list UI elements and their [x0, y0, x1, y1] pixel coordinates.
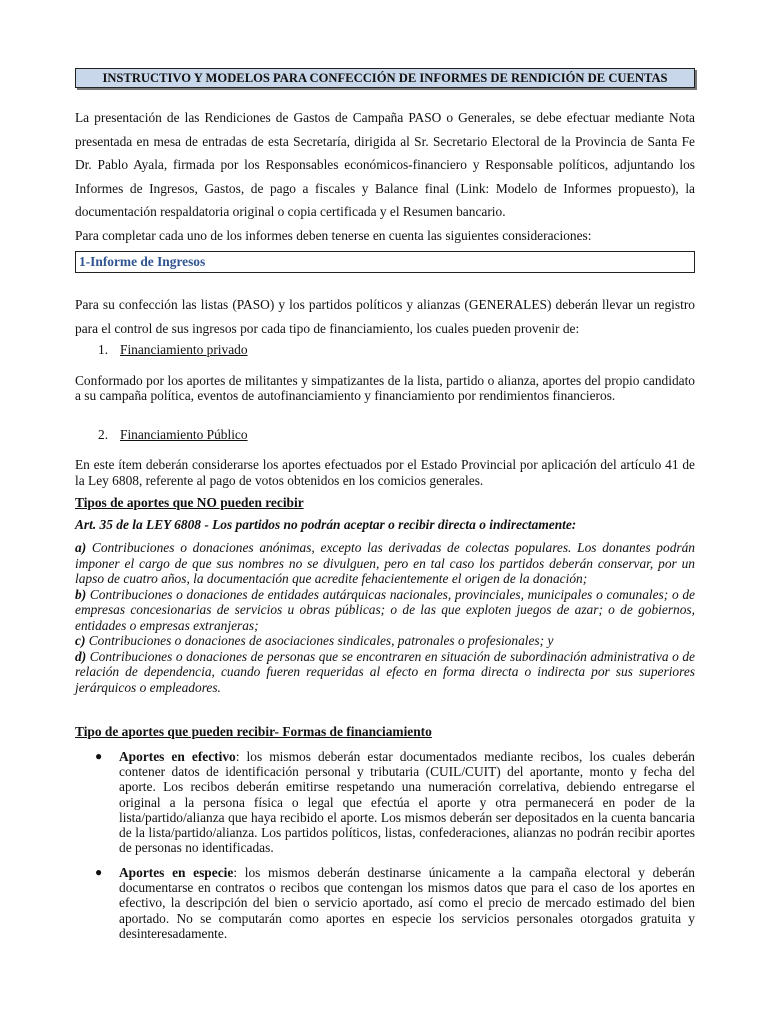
article-item-c	[75, 633, 695, 649]
item-letter: b)	[75, 586, 87, 602]
financiamiento-publico-paragraph: En este ítem deberán considerarse los aportes efectuados por el Estado Provincial por aplicación del artículo 41 de la Ley 6808, referente al pago de votos obtenidos en los comicios generales.	[75, 457, 695, 488]
list-number: 1.	[98, 342, 109, 357]
bullet-aportes-efectivo	[95, 749, 695, 855]
bullet-label: Aportes en efectivo	[119, 749, 236, 764]
no-aportes-heading: Tipos de aportes que NO pueden recibir	[75, 495, 304, 510]
item-text: Contribuciones o donaciones de entidades autárquicas nacionales, provinciales, municipales o comunales; o de empresas concesionarias de servicios u obras públicas; o de las que exploten juegos de azar; o de gobiernos, entidades o empresas extranjeras;	[75, 586, 695, 633]
financiamiento-privado-paragraph: Conformado por los aportes de militantes y simpatizantes de la lista, partido o alianza, aportes del propio candidato a su campaña política, eventos de autofinanciamiento y financiamiento por rendimientos financieros.	[75, 373, 695, 403]
list-item-financiamiento-privado	[98, 341, 248, 358]
section-intro-paragraph: Para su confección las listas (PASO) y los partidos políticos y alianzas (GENERALES) deberán llevar un registro para el control de sus ingresos por cada tipo de financiamiento, los cuales pueden provenir de:	[75, 297, 695, 336]
section-title-ingresos: 1-Informe de Ingresos	[75, 251, 695, 273]
document-title: INSTRUCTIVO Y MODELOS PARA CONFECCIÓN DE INFORMES DE RENDICIÓN DE CUENTAS	[75, 68, 695, 88]
list-label: Financiamiento Público	[120, 427, 248, 442]
item-letter: d)	[75, 648, 87, 664]
item-text: Contribuciones o donaciones de personas que se encontraren en situación de subordinación administrativa o de relación de dependencia, cuando fueren requeridas al efecto en forma directa o indirecta por sus superiores jerárquicos o empleadores.	[75, 648, 695, 695]
bullet-content	[119, 749, 695, 855]
item-letter: a)	[75, 540, 87, 555]
bullet-icon: ●	[95, 865, 103, 879]
article-item-b	[75, 587, 695, 634]
bullet-icon: ●	[95, 749, 103, 763]
item-text: Contribuciones o donaciones anónimas, excepto las derivadas de colectas populares. Los donantes podrán imponer el cargo de que sus nombres no se divulguen, pero en tal caso los partidos deberán conservar, por un lapso de cuatro años, la documentación que acredite fehacientemente el origen de la donación;	[75, 540, 695, 586]
bullet-label: Aportes en especie	[119, 865, 234, 880]
list-number: 2.	[98, 427, 109, 442]
list-item-financiamiento-publico	[98, 426, 248, 443]
list-label: Financiamiento privado	[120, 342, 248, 357]
bullet-text: : los mismos deberán destinarse únicamente a la campaña electoral y deberán documentarse en contratos o recibos que contengan los mismos datos que para el caso de los aportes en efectivo, la descripción del bien o servicio aportado, así como el precio de mercado estimado del bien aportado. No se computarán como aportes en especie los servicios personales otorgados gratuita y desinteresadamente.	[119, 865, 695, 941]
bullet-aportes-especie	[95, 865, 695, 941]
considerations-paragraph: Para completar cada uno de los informes deben tenerse en cuenta las siguientes consideraciones:	[75, 228, 592, 243]
article-items	[75, 540, 695, 695]
bullet-content	[119, 865, 695, 941]
item-text: Contribuciones o donaciones de asociaciones sindicales, patronales o profesionales; y	[85, 633, 554, 648]
bullet-text: : los mismos deberán estar documentados mediante recibos, los cuales deberán contener datos de identificación personal y tributaria (CUIL/CUIT) del aportante, monto y fecha del aporte. Los recibos deberán emitirse respetando una numeración correlativa, debiendo entregarse el original a la persona física o legal que efectúa el aporte y otra permanecerá en poder de la lista/partido/alianza que haya recibido el aporte. Los mismos deberán ser depositados en la cuenta bancaria de la lista/partido/alianza. Los partidos políticos, listas, confederaciones, alianzas no podrán recibir aportes de personas no identificadas.	[119, 749, 695, 856]
article-item-a	[75, 540, 695, 587]
article-heading: Art. 35 de la LEY 6808 - Los partidos no podrán aceptar o recibir directa o indirectamente:	[75, 517, 577, 532]
item-letter: c)	[75, 633, 86, 648]
si-aportes-heading: Tipo de aportes que pueden recibir- Formas de financiamiento	[75, 724, 432, 739]
intro-paragraph: La presentación de las Rendiciones de Gastos de Campaña PASO o Generales, se debe efectuar mediante Nota presentada en mesa de entradas de esta Secretaría, dirigida al Sr. Secretario Electoral de la Provincia de Santa Fe Dr. Pablo Ayala, firmada por los Responsables económicos-financiero y Responsable políticos, adjuntando los Informes de Ingresos, Gastos, de pago a fiscales y Balance final (Link: Modelo de Informes propuesto), la documentación respaldatoria original o copia certificada y el Resumen bancario.	[75, 110, 695, 219]
article-item-d	[75, 649, 695, 696]
